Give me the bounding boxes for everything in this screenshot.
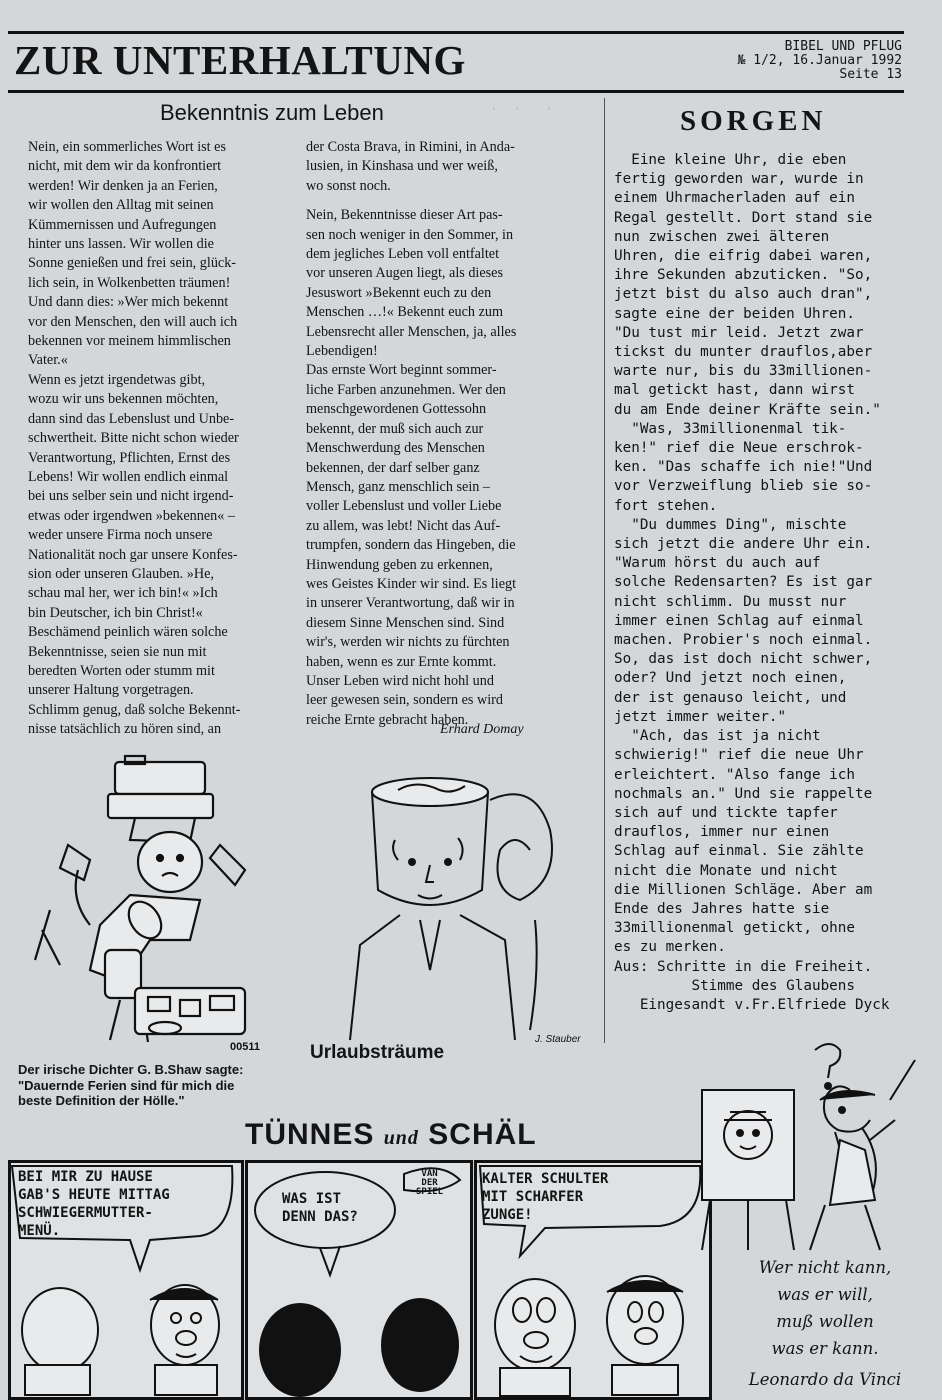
article-line: voller Lebenslust und voller Liebe bbox=[306, 498, 502, 515]
bleed-through-texture: · · · bbox=[318, 102, 553, 117]
masthead-bottom-rule bbox=[8, 90, 904, 93]
shaw-quote bbox=[18, 1062, 243, 1109]
sorgen-line: die Millionen Schläge. Aber am bbox=[614, 881, 873, 898]
sorgen-line: der ist genauso leicht, und bbox=[614, 689, 847, 706]
sorgen-line: jetzt immer weiter." bbox=[614, 708, 787, 725]
section-title: ZUR UNTERHALTUNG bbox=[14, 37, 466, 83]
sorgen-line: Schlag auf einmal. Sie zählte bbox=[614, 843, 864, 860]
sorgen-line: nicht die Monate und nicht bbox=[614, 862, 838, 879]
sorgen-line: immer einen Schlag auf einmal bbox=[614, 612, 864, 629]
sorgen-line: sich jetzt die andere Uhr ein. bbox=[614, 536, 873, 553]
comic-title-und: und bbox=[383, 1127, 419, 1149]
traveller-cartoon bbox=[30, 750, 300, 1053]
article-line: liche Farben anzunehmen. Wer den bbox=[306, 381, 506, 398]
vinci-line: was er will, bbox=[777, 1285, 873, 1304]
sorgen-line: einem Uhrmacherladen auf ein bbox=[614, 190, 856, 207]
article-line: nisse tatsächlich zu hören sind, an bbox=[28, 721, 222, 738]
signature-line: DER bbox=[421, 1178, 438, 1188]
quote-line: Der irische Dichter G. B.Shaw sagte: bbox=[18, 1062, 244, 1077]
sorgen-line: "Ach, das ist ja nicht bbox=[614, 728, 821, 745]
article-line: Und dann dies: »Wer mich bekennt bbox=[28, 294, 229, 311]
article-line: nicht, mit dem wir da konfrontiert bbox=[28, 158, 222, 175]
signature-line: SPIEL bbox=[416, 1187, 444, 1197]
article-line: bin Deutscher, ich bin Christ!« bbox=[28, 604, 203, 621]
article-line: Nein, Bekenntnisse dieser Art pas- bbox=[306, 207, 503, 224]
article-line: lusien, in Kinshasa und wer weiß, bbox=[306, 158, 498, 175]
cartoon-caption: Urlaubsträume bbox=[310, 1042, 445, 1063]
article-line: wir's, werden wir nichts zu fürchten bbox=[306, 634, 510, 651]
sorgen-line: "Du dummes Ding", mischte bbox=[614, 516, 847, 533]
comic-drawings bbox=[0, 1160, 710, 1400]
sorgen-line: Eingesandt v.Fr.Elfriede Dyck bbox=[614, 996, 890, 1013]
sorgen-line: tickst du munter drauflos,aber bbox=[614, 344, 873, 361]
article-line: Lebendigen! bbox=[306, 343, 378, 360]
article-line: menschgewordenen Gottessohn bbox=[306, 401, 487, 418]
sorgen-line: ken!" rief die Neue erschrok- bbox=[614, 440, 864, 457]
article-line: wo sonst noch. bbox=[306, 177, 391, 194]
cartoon-artist: J. Stauber bbox=[535, 1034, 581, 1045]
article-line: Mensch, ganz menschlich sein – bbox=[306, 478, 490, 495]
vinci-quote bbox=[720, 1254, 930, 1393]
speech-line: GAB'S HEUTE MITTAG bbox=[18, 1187, 170, 1203]
article-line: bekennen, der darf selber ganz bbox=[306, 459, 480, 476]
article-line: der Costa Brava, in Rimini, in Anda- bbox=[306, 139, 515, 155]
sorgen-line: "Was, 33millionenmal tik- bbox=[614, 420, 847, 437]
quote-line: beste Definition der Hölle." bbox=[18, 1093, 185, 1108]
sorgen-line: nicht schlimm. Du musst nur bbox=[614, 593, 847, 610]
speech-line: MENÜ. bbox=[18, 1223, 61, 1239]
sorgen-line: ihre Sekunden abzuticken. "So, bbox=[614, 267, 873, 284]
article-column-2 bbox=[306, 138, 516, 730]
sorgen-line: "Du tust mir leid. Jetzt zwar bbox=[614, 324, 864, 341]
article-line: haben, wenn es zur Ernte kommt. bbox=[306, 653, 497, 670]
article-line: in unserer Verantwortung, daß wir in bbox=[306, 595, 515, 612]
sorgen-line: drauflos, immer nur einen bbox=[614, 824, 830, 841]
sorgen-line: Ende des Jahres hatte sie bbox=[614, 900, 830, 917]
comic-title-right: SCHÄL bbox=[428, 1118, 537, 1151]
article-sorgen-body bbox=[614, 151, 889, 1015]
article-line: sen noch weniger in den Sommer, in bbox=[306, 226, 514, 243]
vinci-author: Leonardo da Vinci bbox=[748, 1370, 902, 1389]
sorgen-line: So, das ist doch nicht schwer, bbox=[614, 651, 873, 668]
article-line: bekennt, der muß sich auch zur bbox=[306, 420, 484, 437]
article-line: unserer Haltung vorgetragen. bbox=[28, 682, 194, 699]
article-line: reiche Ernte gebracht haben. bbox=[306, 711, 469, 728]
vinci-line: was er kann. bbox=[771, 1339, 879, 1358]
sorgen-line: nun zwischen zwei älteren bbox=[614, 228, 830, 245]
article-line: wes Geistes Kinder wir sind. Es liegt bbox=[306, 575, 517, 592]
page-number: Seite 13 bbox=[839, 67, 902, 82]
sorgen-line: mal getickt hast, dann wirst bbox=[614, 382, 856, 399]
article-line: sion oder unseren Glauben. »He, bbox=[28, 565, 214, 582]
article-line: Lebensrecht aller Menschen, ja, alles bbox=[306, 323, 517, 340]
publication-info bbox=[738, 40, 902, 82]
sorgen-line: oder? Und jetzt noch einen, bbox=[614, 670, 847, 687]
article-line: bekennen vor meinem himmlischen bbox=[28, 333, 231, 350]
article-line: Kümmernissen und Aufregungen bbox=[28, 216, 217, 233]
masthead-top-rule bbox=[8, 31, 904, 34]
speech-line: WAS IST bbox=[282, 1191, 342, 1207]
article-line: Unser Leben wird nicht hohl und bbox=[306, 672, 494, 689]
sorgen-line: solche Redensarten? Es ist gar bbox=[614, 574, 873, 591]
article-line bbox=[306, 196, 516, 206]
article-line: Jesuswort »Bekennt euch zu den bbox=[306, 284, 492, 301]
article-line: Verantwortung, Pflichten, Ernst des bbox=[28, 449, 231, 466]
article-line: beredten Worten oder stumm mit bbox=[28, 662, 215, 679]
article-line: schwertheit. Bitte nicht schon wieder bbox=[28, 430, 239, 447]
article-line: wozu wir uns bekennen möchten, bbox=[28, 391, 219, 408]
sorgen-line: nochmals an." Und sie rappelte bbox=[614, 785, 873, 802]
article-line: Beschämend peinlich wären solche bbox=[28, 624, 228, 641]
sorgen-line: erleichtert. "Also fange ich bbox=[614, 766, 856, 783]
article-line: Schlimm genug, daß solche Bekennt- bbox=[28, 701, 241, 718]
article-line: Menschwerdung des Menschen bbox=[306, 440, 485, 457]
sorgen-line: machen. Probier's noch einmal. bbox=[614, 632, 873, 649]
article-line: werden! Wir denken ja an Ferien, bbox=[28, 177, 218, 194]
article-line: etwas oder irgendwen »bekennen« – bbox=[28, 507, 235, 524]
speech-line: MIT SCHARFER bbox=[482, 1189, 584, 1205]
speech-line: BEI MIR ZU HAUSE bbox=[18, 1169, 153, 1185]
article-author: Erhard Domay bbox=[440, 722, 524, 737]
speech-line: SCHWIEGERMUTTER- bbox=[18, 1205, 153, 1221]
article-title-bekenntnis: Bekenntnis zum Leben bbox=[160, 100, 384, 125]
sorgen-line: Stimme des Glaubens bbox=[614, 977, 856, 994]
article-line: schau mal her, wer ich bin!« »Ich bbox=[28, 585, 218, 602]
article-line: vor den Menschen, den will auch ich bbox=[28, 313, 238, 330]
article-line: Hinwendung geben zu erkennen, bbox=[306, 556, 493, 573]
issue-date: № 1/2, 16.Januar 1992 bbox=[737, 53, 902, 68]
sorgen-line: schwierig!" rief die neue Uhr bbox=[614, 747, 864, 764]
article-line: dann sind das Lebenslust und Unbe- bbox=[28, 410, 235, 427]
sorgen-line: es zu merken. bbox=[614, 939, 726, 956]
article-line: vor unseren Augen liegt, als dieses bbox=[306, 265, 504, 282]
sorgen-line: Aus: Schritte in die Freiheit. bbox=[614, 958, 873, 975]
sorgen-line: warte nur, bis du 33millionen- bbox=[614, 363, 873, 380]
article-line: leer gewesen sein, sondern es wird bbox=[306, 692, 503, 709]
sorgen-line: 33millionenmal getickt, ohne bbox=[614, 920, 856, 937]
sorgen-line: fertig geworden war, wurde in bbox=[614, 171, 864, 188]
urlaubstraeume-cartoon bbox=[340, 770, 600, 1045]
cartoon-code: 00511 bbox=[230, 1041, 260, 1053]
article-line: zu allem, was lebt! Nicht das Auf- bbox=[306, 517, 501, 534]
sorgen-line: sich auf und tickte tapfer bbox=[614, 804, 838, 821]
article-line: Wenn es jetzt irgendetwas gibt, bbox=[28, 371, 206, 388]
article-line: diesem Sinne Menschen sind. Sind bbox=[306, 614, 505, 631]
article-line: Nationalität noch gar unsere Konfes- bbox=[28, 546, 238, 563]
painter-cartoon bbox=[690, 1040, 930, 1255]
article-line: weder unsere Firma noch unsere bbox=[28, 527, 213, 544]
quote-line: "Dauernde Ferien sind für mich die bbox=[18, 1077, 235, 1093]
article-line: wir wollen den Alltag mit seinen bbox=[28, 197, 214, 214]
speech-line: DENN DAS? bbox=[282, 1209, 358, 1225]
sorgen-line: Eine kleine Uhr, die eben bbox=[614, 152, 847, 168]
column-divider bbox=[604, 98, 605, 1043]
article-line: Bekenntnisse, seien sie nun mit bbox=[28, 643, 207, 660]
sorgen-line: vor Verzweiflung blieb sie so- bbox=[614, 478, 873, 495]
article-line: bei uns selber sein und nicht irgend- bbox=[28, 488, 234, 505]
speech-line: KALTER SCHULTER bbox=[482, 1171, 609, 1187]
article-line: Sonne genießen und frei sein, glück- bbox=[28, 255, 237, 272]
sorgen-line: du am Ende deiner Kräfte sein." bbox=[614, 401, 881, 418]
article-column-1 bbox=[28, 138, 240, 740]
comic-title-left: TÜNNES bbox=[245, 1118, 375, 1151]
sorgen-line: Uhren, die eifrig dabei waren, bbox=[614, 248, 873, 265]
article-title-sorgen: SORGEN bbox=[680, 105, 827, 137]
article-line: dem jegliches Leben voll entfaltet bbox=[306, 246, 500, 263]
article-line: lich sein, in Wolkenbetten träumen! bbox=[28, 274, 231, 291]
signature-line: VAN bbox=[421, 1169, 438, 1179]
sorgen-line: "Warum hörst du auch auf bbox=[614, 555, 821, 572]
article-line: trumpfen, sondern das Hingeben, die bbox=[306, 537, 516, 554]
speech-line: ZUNGE! bbox=[482, 1207, 533, 1223]
vinci-line: muß wollen bbox=[776, 1312, 874, 1331]
publication-name: BIBEL UND PFLUG bbox=[784, 39, 902, 54]
sorgen-line: Regal gestellt. Dort stand sie bbox=[614, 209, 873, 226]
vinci-line: Wer nicht kann, bbox=[758, 1258, 892, 1277]
article-line: hinter uns lassen. Wir wollen die bbox=[28, 236, 214, 253]
comic-title bbox=[245, 1118, 537, 1152]
article-line: Menschen …!« Bekennt euch zum bbox=[306, 304, 503, 321]
article-line: Nein, ein sommerliches Wort ist es bbox=[28, 139, 226, 155]
sorgen-line: ken. "Das schaffe ich nie!"Und bbox=[614, 459, 873, 476]
article-line: Das ernste Wort beginnt sommer- bbox=[306, 362, 497, 379]
article-line: Lebens! Wir wollen endlich einmal bbox=[28, 468, 229, 485]
sorgen-line: jetzt bist du also auch dran", bbox=[614, 286, 873, 303]
sorgen-line: sagte eine der beiden Uhren. bbox=[614, 305, 856, 322]
article-line: Vater.« bbox=[28, 352, 68, 369]
sorgen-line: fort stehen. bbox=[614, 497, 718, 514]
